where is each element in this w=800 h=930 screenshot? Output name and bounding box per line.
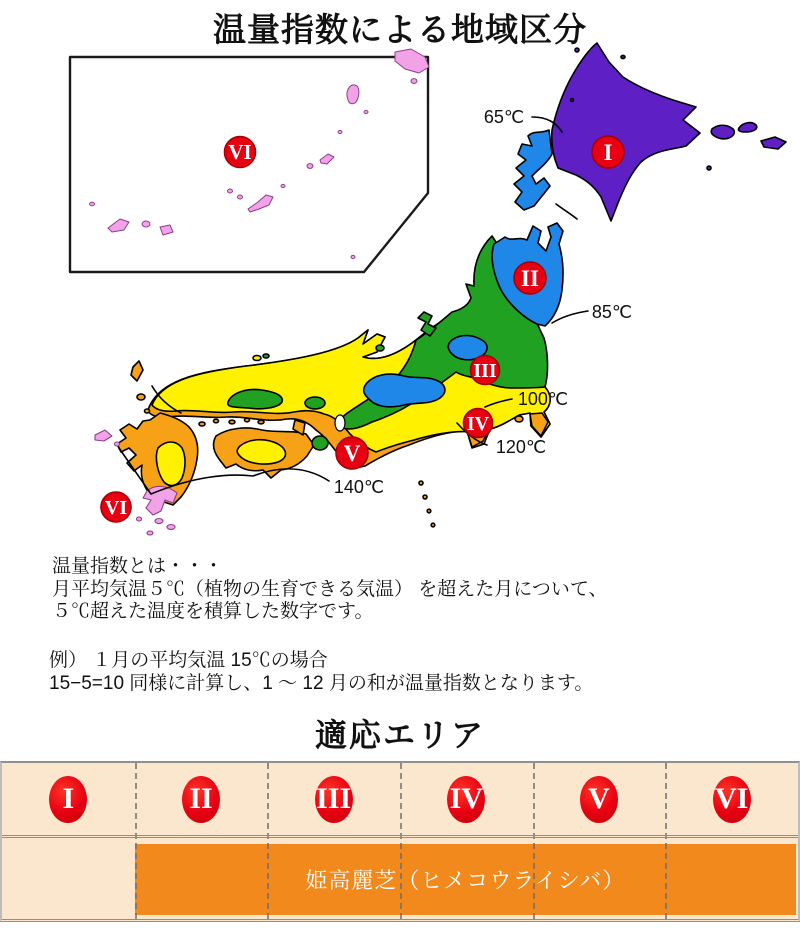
west-kyushu-pink-islands xyxy=(95,430,112,441)
grass-bar-label: 姫高麗芝（ヒメコウライシバ） xyxy=(305,868,626,893)
temp-label-85: 85℃ xyxy=(591,302,633,322)
area-column-VI xyxy=(665,763,798,835)
lake-biwa xyxy=(335,415,345,431)
grass-span-bar xyxy=(135,844,796,915)
temp-label-100: 100℃ xyxy=(517,389,569,409)
svg-text:VI: VI xyxy=(104,497,128,519)
area-marker-IV: IV xyxy=(447,776,485,823)
miura-tip xyxy=(515,416,523,422)
area-table-header xyxy=(2,763,798,838)
area-column-IV xyxy=(400,763,533,835)
example-line-2: 15−5=10 同様に計算し、1 ～ 12 月の和が温量指数となります。 xyxy=(49,673,594,694)
warmth-index-description xyxy=(52,556,608,624)
area-marker-V: V xyxy=(580,776,618,823)
marker-zone-VI-inset xyxy=(225,137,256,168)
warmth-index-example xyxy=(49,649,593,695)
hokkaido-oshima-blue xyxy=(514,130,552,210)
chubu-blue-patch-central xyxy=(364,374,445,407)
adaptation-area-table xyxy=(0,761,800,922)
oki-island xyxy=(253,356,261,361)
example-line-1: 例） １月の平均気温 15℃の場合 xyxy=(49,650,328,671)
area-marker-VI: VI xyxy=(713,776,751,823)
area-marker-III: III xyxy=(315,776,353,823)
area-column-I xyxy=(2,763,135,835)
description-line-3: ５℃超えた温度を積算した数字です。 xyxy=(52,601,374,622)
marker-zone-V xyxy=(336,437,368,469)
temp-label-120: 120℃ xyxy=(495,437,547,457)
tsushima-island xyxy=(131,361,143,381)
page-title: 温量指数による地域区分 xyxy=(213,11,587,48)
zone-I-purple xyxy=(552,43,786,221)
marker-zone-I xyxy=(592,136,624,168)
marker-zone-II xyxy=(514,262,546,294)
isoline-65b xyxy=(556,204,577,219)
svg-text:III: III xyxy=(473,360,497,382)
sado-island xyxy=(418,312,436,336)
marker-zone-VI-kyushu xyxy=(101,492,131,522)
chugoku-green-patch-east xyxy=(305,397,325,409)
iki-island xyxy=(137,394,145,400)
noto-green-dot xyxy=(376,345,384,351)
isoline-85 xyxy=(552,311,588,323)
svg-text:V: V xyxy=(343,441,361,466)
svg-text:I: I xyxy=(603,140,613,165)
description-line-2: 月平均気温５℃（植物の生育できる気温） を超えた月について、 xyxy=(52,578,608,600)
area-section-title: 適応エリア xyxy=(314,717,485,753)
description-line-1: 温量指数とは・・・ xyxy=(52,556,224,577)
temp-label-140: 140℃ xyxy=(333,477,385,497)
area-marker-I: I xyxy=(49,776,87,823)
marker-zone-III xyxy=(471,356,500,385)
area-column-III xyxy=(267,763,400,835)
area-marker-II: II xyxy=(182,776,220,823)
oki-green-dot xyxy=(263,354,269,358)
shikoku-green-patch xyxy=(312,436,328,450)
area-column-V xyxy=(533,763,666,835)
hokkaido-outline xyxy=(552,43,700,221)
svg-text:VI: VI xyxy=(228,140,252,164)
svg-text:II: II xyxy=(521,266,539,291)
temp-label-65: 65℃ xyxy=(483,107,525,127)
shikoku-yellow-core xyxy=(237,440,285,464)
svg-text:IV: IV xyxy=(466,413,490,435)
area-column-II xyxy=(135,763,268,835)
marker-zone-IV xyxy=(464,409,493,438)
